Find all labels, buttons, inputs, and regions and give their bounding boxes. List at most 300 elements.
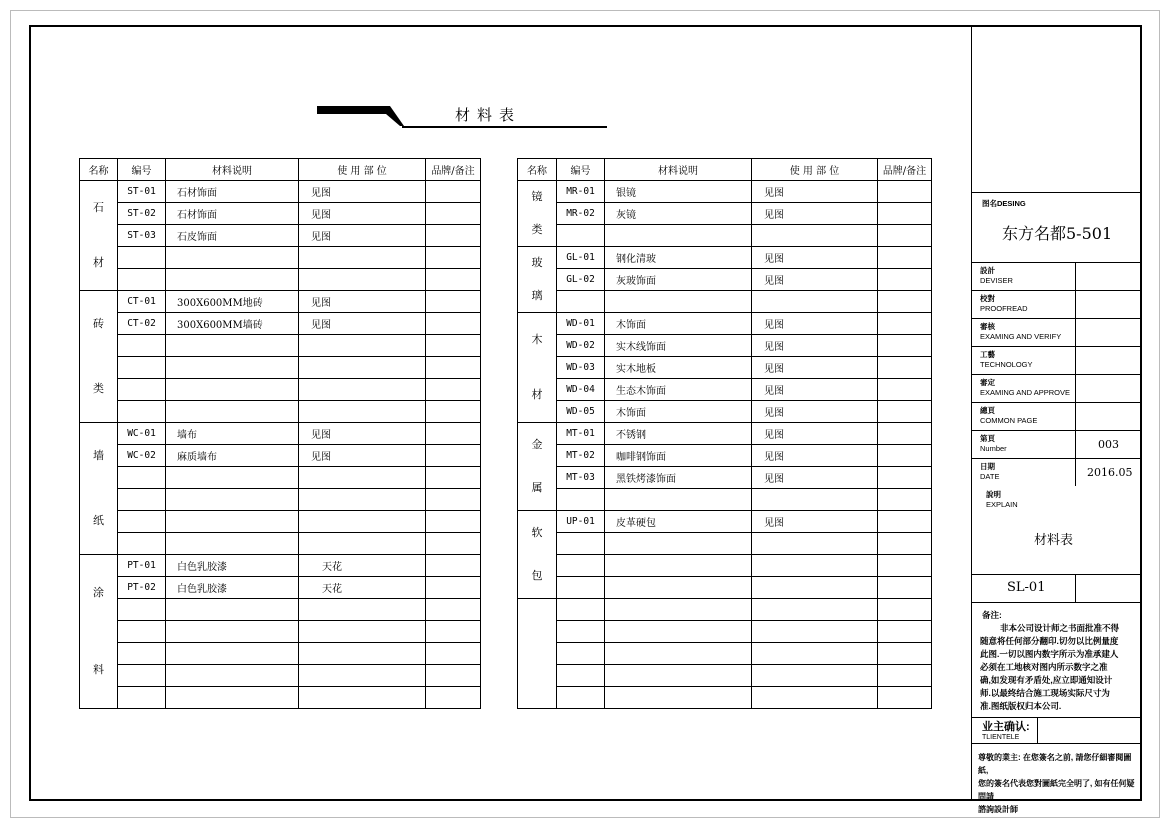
explain-value: 材料表 (1034, 533, 1074, 548)
use-cell (299, 599, 426, 621)
desc-cell (166, 357, 299, 379)
owner-confirm-en: TLIENTELE (982, 734, 1020, 741)
code-cell: WD-03 (557, 357, 605, 379)
field-label: 總頁 COMMON PAGE (980, 406, 1038, 425)
code-cell (557, 533, 605, 555)
desc-cell: 咖啡钢饰面 (605, 445, 752, 467)
desc-cell (166, 643, 299, 665)
brand-cell (426, 511, 481, 533)
brand-cell (878, 335, 932, 357)
brand-cell (426, 225, 481, 247)
field-divider (972, 290, 1141, 291)
table-row (518, 489, 932, 511)
field-label: 設計 DEVISER (980, 266, 1013, 285)
desc-cell: 生态木饰面 (605, 379, 752, 401)
table-row (518, 445, 932, 467)
code-cell (118, 665, 166, 687)
category-cell (518, 181, 557, 247)
code-cell: ST-03 (118, 225, 166, 247)
code-cell: WD-01 (557, 313, 605, 335)
brand-cell (426, 379, 481, 401)
brand-cell (426, 665, 481, 687)
code-cell (118, 643, 166, 665)
category-char: 涂 (93, 586, 104, 600)
brand-cell (426, 269, 481, 291)
use-cell: 见图 (752, 313, 878, 335)
use-cell (299, 621, 426, 643)
category-char: 包 (531, 569, 543, 583)
brand-cell (426, 357, 481, 379)
use-cell: 天花 (299, 555, 426, 577)
use-cell: 见图 (752, 401, 878, 423)
title-block (971, 25, 1140, 814)
table-row (80, 621, 481, 643)
use-cell: 见图 (752, 467, 878, 489)
category-char: 砖 (93, 316, 104, 330)
category-char: 金 (531, 437, 543, 451)
table-row (80, 577, 481, 599)
field-value: 2016.05 (1087, 466, 1133, 479)
desc-cell (605, 225, 752, 247)
table-row (80, 335, 481, 357)
category-cell (518, 247, 557, 313)
code-cell: ST-01 (118, 181, 166, 203)
code-cell (118, 379, 166, 401)
header-brand: 品牌/备注 (878, 159, 932, 181)
brand-cell (426, 533, 481, 555)
table-row (80, 181, 481, 203)
table-row (518, 335, 932, 357)
use-cell (299, 467, 426, 489)
table-row (80, 313, 481, 335)
use-cell (752, 533, 878, 555)
table-row (80, 533, 481, 555)
field-divider (972, 402, 1141, 403)
table-row (80, 247, 481, 269)
table-row (80, 357, 481, 379)
desc-cell (605, 533, 752, 555)
desc-cell (166, 467, 299, 489)
desc-cell: 黑铁烤漆饰面 (605, 467, 752, 489)
use-cell (752, 577, 878, 599)
code-cell (557, 291, 605, 313)
brand-cell (878, 313, 932, 335)
brand-cell (878, 379, 932, 401)
category-label (518, 313, 556, 422)
brand-cell (426, 445, 481, 467)
use-cell (752, 687, 878, 709)
desc-cell (166, 247, 299, 269)
use-cell (752, 555, 878, 577)
brand-cell (878, 577, 932, 599)
category-label (518, 599, 556, 708)
code-cell: MT-01 (557, 423, 605, 445)
use-cell (299, 401, 426, 423)
table-row (80, 511, 481, 533)
use-cell (752, 225, 878, 247)
desc-cell: 不锈钢 (605, 423, 752, 445)
use-cell: 见图 (299, 291, 426, 313)
page-title: 材料表 (455, 106, 522, 124)
table-header (80, 159, 481, 181)
table-row (80, 203, 481, 225)
code-cell: CT-01 (118, 291, 166, 313)
field-label: 校對 PROOFREAD (980, 294, 1028, 313)
desc-cell: 白色乳胶漆 (166, 555, 299, 577)
brand-cell (426, 555, 481, 577)
field-divider (972, 346, 1141, 347)
header-code: 编号 (557, 159, 605, 181)
use-cell (299, 247, 426, 269)
notice-line: 諮詢設計師 (978, 805, 1018, 814)
category-label (80, 291, 117, 422)
header-name: 名称 (80, 159, 118, 181)
field-label: 審核 EXAMING AND VERIFY (980, 322, 1062, 341)
use-cell: 见图 (752, 445, 878, 467)
code-cell (118, 467, 166, 489)
table-row (518, 269, 932, 291)
field-divider (972, 430, 1141, 431)
code-cell (118, 599, 166, 621)
use-cell: 见图 (299, 313, 426, 335)
table-row (80, 555, 481, 577)
use-cell (299, 533, 426, 555)
table-row (80, 489, 481, 511)
table-row (518, 379, 932, 401)
table-row (518, 247, 932, 269)
code-cell (118, 247, 166, 269)
explain-label: 說明 EXPLAIN (986, 490, 1018, 509)
code-cell: MR-01 (557, 181, 605, 203)
use-cell: 见图 (752, 335, 878, 357)
table-row (518, 555, 932, 577)
code-cell: PT-02 (118, 577, 166, 599)
brand-cell (426, 291, 481, 313)
table-row (518, 621, 932, 643)
field-label: 審定 EXAMING AND APPROVE (980, 378, 1071, 397)
brand-cell (426, 621, 481, 643)
use-cell (299, 511, 426, 533)
category-cell (80, 555, 118, 709)
category-label (518, 511, 556, 598)
brand-cell (878, 555, 932, 577)
use-cell: 见图 (752, 269, 878, 291)
category-cell (80, 181, 118, 291)
brand-cell (878, 533, 932, 555)
brand-cell (426, 423, 481, 445)
table-row (518, 225, 932, 247)
brand-cell (426, 335, 481, 357)
table-row (80, 643, 481, 665)
desc-cell: 石皮饰面 (166, 225, 299, 247)
code-cell (118, 533, 166, 555)
code-cell: WC-02 (118, 445, 166, 467)
desc-cell (605, 489, 752, 511)
use-cell (752, 599, 878, 621)
header-desc: 材料说明 (605, 159, 752, 181)
code-cell: WD-02 (557, 335, 605, 357)
code-cell (557, 225, 605, 247)
remark-line: 准.图纸版权归本公司. (980, 701, 1062, 711)
brand-cell (878, 511, 932, 533)
code-cell (557, 621, 605, 643)
desc-cell: 木饰面 (605, 401, 752, 423)
code-cell (557, 643, 605, 665)
header-brand: 品牌/备注 (426, 159, 481, 181)
use-cell (752, 621, 878, 643)
table-row (80, 291, 481, 313)
table-row (518, 203, 932, 225)
desc-cell (605, 291, 752, 313)
header-use: 使 用 部 位 (299, 159, 426, 181)
remark-text (980, 622, 1140, 713)
category-char: 材 (531, 387, 543, 401)
category-char: 墙 (93, 448, 104, 462)
code-cell: MT-03 (557, 467, 605, 489)
use-cell: 见图 (299, 445, 426, 467)
desc-cell: 300X600MM地砖 (166, 291, 299, 313)
use-cell (299, 269, 426, 291)
desc-cell (166, 379, 299, 401)
table-row (80, 665, 481, 687)
use-cell (299, 357, 426, 379)
desc-cell (605, 665, 752, 687)
code-cell (557, 555, 605, 577)
category-char: 类 (531, 222, 543, 236)
table-row (80, 269, 481, 291)
field-divider (972, 458, 1141, 459)
use-cell: 天花 (299, 577, 426, 599)
use-cell (299, 643, 426, 665)
table-row (518, 511, 932, 533)
brand-cell (878, 225, 932, 247)
code-cell: WD-05 (557, 401, 605, 423)
use-cell: 见图 (752, 247, 878, 269)
brand-cell (426, 599, 481, 621)
desc-cell: 石材饰面 (166, 203, 299, 225)
category-label (80, 555, 117, 708)
use-cell (752, 291, 878, 313)
use-cell: 见图 (752, 203, 878, 225)
desc-cell (166, 599, 299, 621)
brand-cell (878, 357, 932, 379)
category-char: 属 (531, 481, 543, 495)
brand-cell (878, 489, 932, 511)
use-cell: 见图 (752, 357, 878, 379)
drawing-name-label: 图名DESING (982, 199, 1026, 208)
brand-cell (426, 643, 481, 665)
desc-cell (605, 555, 752, 577)
desc-cell: 灰玻饰面 (605, 269, 752, 291)
code-cell (557, 577, 605, 599)
remark-line: 此图.一切以图内数字所示为准承建人 (980, 649, 1119, 659)
code-cell (557, 665, 605, 687)
brand-cell (426, 401, 481, 423)
desc-cell (166, 687, 299, 709)
code-cell (557, 599, 605, 621)
table-row (80, 225, 481, 247)
brand-cell (878, 665, 932, 687)
use-cell: 见图 (752, 379, 878, 401)
use-cell: 见图 (752, 511, 878, 533)
use-cell: 见图 (299, 225, 426, 247)
table-row (80, 687, 481, 709)
table-row (518, 291, 932, 313)
category-char: 纸 (93, 514, 104, 528)
brand-cell (426, 577, 481, 599)
category-char: 玻 (531, 256, 543, 270)
brand-cell (878, 599, 932, 621)
field-divider (972, 318, 1141, 319)
category-char: 镜 (531, 190, 543, 204)
remark-line: 必须在工地核对图内所示数字之准 (980, 662, 1108, 672)
header-use: 使 用 部 位 (752, 159, 878, 181)
desc-cell: 灰镜 (605, 203, 752, 225)
code-cell (118, 687, 166, 709)
table-header (518, 159, 932, 181)
desc-cell: 石材饰面 (166, 181, 299, 203)
header-name: 名称 (518, 159, 557, 181)
category-char: 材 (93, 255, 104, 269)
desc-cell: 实木地板 (605, 357, 752, 379)
use-cell: 见图 (752, 423, 878, 445)
category-char: 石 (93, 201, 104, 215)
table-row (80, 379, 481, 401)
remark-line: 师.以最终结合施工现场实际尺寸为 (980, 688, 1110, 698)
desc-cell (166, 401, 299, 423)
title-underline (402, 126, 607, 128)
category-label (518, 423, 556, 510)
table-row (518, 401, 932, 423)
use-cell (299, 335, 426, 357)
brand-cell (878, 687, 932, 709)
code-cell: WC-01 (118, 423, 166, 445)
table-row (518, 643, 932, 665)
notice-line: 尊敬的業主: 在您簽名之前, 請您仔細審閱圖紙, (978, 753, 1132, 775)
desc-cell: 实木线饰面 (605, 335, 752, 357)
brand-cell (878, 401, 932, 423)
desc-cell: 皮革硬包 (605, 511, 752, 533)
code-cell (118, 401, 166, 423)
owner-notice (978, 751, 1140, 816)
notice-line: 您的簽名代表您對圖紙完全明了, 如有任何疑問請 (978, 779, 1135, 801)
code-cell: UP-01 (557, 511, 605, 533)
table-row (518, 181, 932, 203)
use-cell (299, 489, 426, 511)
brand-cell (878, 291, 932, 313)
category-cell (80, 291, 118, 423)
code-cell (118, 357, 166, 379)
category-char: 料 (93, 662, 104, 676)
table-row (518, 665, 932, 687)
use-cell (752, 665, 878, 687)
category-cell (80, 423, 118, 555)
brand-cell (426, 313, 481, 335)
desc-cell (605, 599, 752, 621)
desc-cell: 钢化清玻 (605, 247, 752, 269)
code-cell: CT-02 (118, 313, 166, 335)
code-cell: ST-02 (118, 203, 166, 225)
desc-cell: 白色乳胶漆 (166, 577, 299, 599)
material-table-left (79, 158, 481, 709)
code-cell (118, 335, 166, 357)
use-cell: 见图 (752, 181, 878, 203)
category-cell (518, 313, 557, 423)
table-row (80, 423, 481, 445)
code-cell (118, 621, 166, 643)
desc-cell: 银镜 (605, 181, 752, 203)
category-char: 类 (93, 382, 104, 396)
table-row (518, 577, 932, 599)
brand-cell (878, 423, 932, 445)
brand-cell (878, 203, 932, 225)
field-divider (972, 374, 1141, 375)
desc-cell (605, 687, 752, 709)
brand-cell (426, 181, 481, 203)
use-cell: 见图 (299, 203, 426, 225)
header-desc: 材料说明 (166, 159, 299, 181)
desc-cell: 木饰面 (605, 313, 752, 335)
desc-cell: 麻质墙布 (166, 445, 299, 467)
code-cell: MT-02 (557, 445, 605, 467)
table-row (518, 467, 932, 489)
desc-cell (605, 577, 752, 599)
desc-cell (166, 489, 299, 511)
header-code: 编号 (118, 159, 166, 181)
brand-cell (426, 203, 481, 225)
desc-cell (166, 665, 299, 687)
table-row (518, 599, 932, 621)
remark-line: 确,如发现有矛盾处,应立即通知设计 (980, 675, 1113, 685)
owner-confirm-label: 业主确认: (982, 721, 1030, 733)
brand-cell (878, 643, 932, 665)
brand-cell (426, 687, 481, 709)
code-cell (118, 269, 166, 291)
desc-cell: 300X600MM墙砖 (166, 313, 299, 335)
category-label (518, 247, 556, 312)
desc-cell (166, 269, 299, 291)
desc-cell: 墙布 (166, 423, 299, 445)
table-row (518, 313, 932, 335)
code-cell (557, 687, 605, 709)
field-label: 日期 DATE (980, 462, 1000, 481)
code-cell (118, 489, 166, 511)
material-table-right (517, 158, 932, 709)
desc-cell (166, 621, 299, 643)
code-cell: PT-01 (118, 555, 166, 577)
category-char: 木 (531, 333, 543, 347)
category-label (80, 181, 117, 290)
category-cell (518, 511, 557, 599)
category-label (518, 181, 556, 246)
desc-cell (605, 643, 752, 665)
use-cell (299, 379, 426, 401)
brand-cell (426, 489, 481, 511)
code-cell (557, 489, 605, 511)
desc-cell (166, 335, 299, 357)
category-cell (518, 423, 557, 511)
brand-cell (878, 445, 932, 467)
category-cell (518, 599, 557, 709)
brand-cell (878, 467, 932, 489)
brand-cell (878, 269, 932, 291)
brand-cell (426, 467, 481, 489)
brand-cell (878, 247, 932, 269)
use-cell: 见图 (299, 423, 426, 445)
table-row (518, 687, 932, 709)
project-name: 东方名都5-501 (1002, 224, 1113, 243)
category-char: 璃 (531, 288, 543, 302)
